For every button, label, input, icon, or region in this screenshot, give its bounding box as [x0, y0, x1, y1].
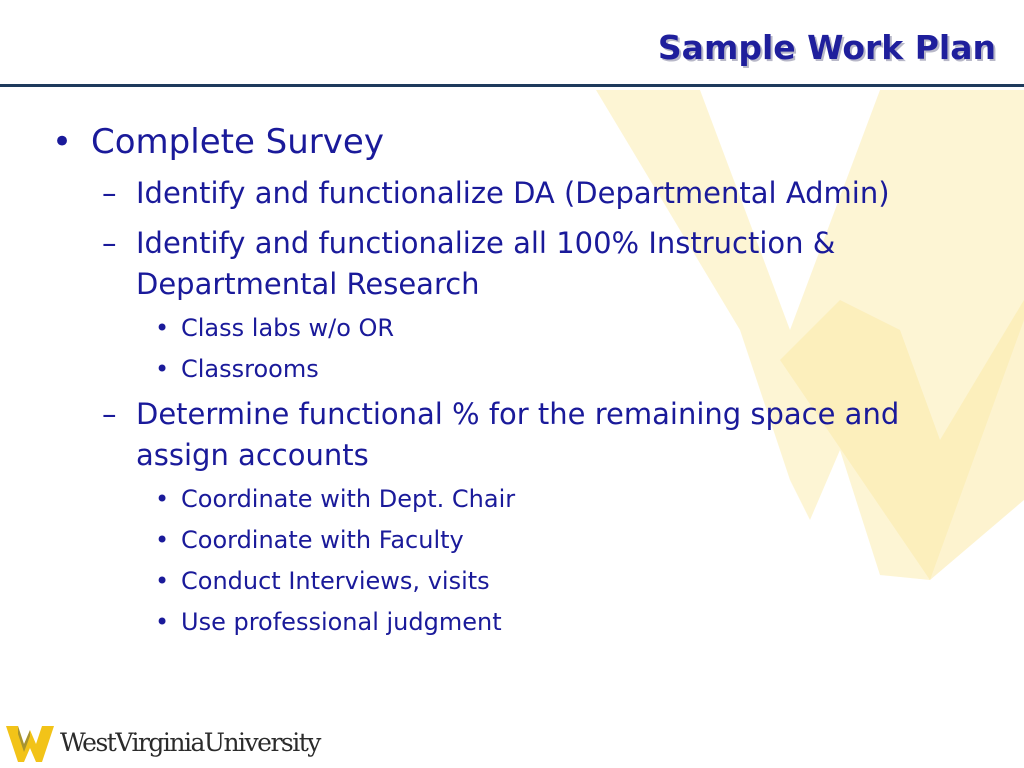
bullet-identify-instruction-cont: Departmental Research [136, 267, 480, 301]
sub-bullet-marker: • [155, 355, 170, 383]
bullet-classrooms: Classrooms [181, 355, 319, 383]
bullet-professional-judgment: Use professional judgment [181, 608, 502, 636]
sub-bullet-marker: • [155, 608, 170, 636]
sub-bullet-marker: • [155, 567, 170, 595]
sub-bullet-marker: • [155, 485, 170, 513]
wvu-logo [6, 716, 320, 768]
flying-wv-icon [6, 722, 54, 766]
bullet-complete-survey: Complete Survey [91, 122, 384, 162]
bullet-determine-functional: Determine functional % for the remaining space and [136, 397, 900, 431]
dash-marker: – [102, 397, 117, 431]
bullet-identify-instruction: Identify and functionalize all 100% Instruction & [136, 226, 836, 260]
bullet-coordinate-chair: Coordinate with Dept. Chair [181, 485, 516, 513]
sub-bullet-marker: • [155, 526, 170, 554]
bullet-conduct-interviews: Conduct Interviews, visits [181, 567, 490, 595]
bullet-identify-da: Identify and functionalize DA (Departmental Admin) [136, 176, 890, 210]
bullet-marker: • [52, 122, 73, 162]
dash-marker: – [102, 176, 117, 210]
dash-marker: – [102, 226, 117, 260]
bullet-coordinate-faculty: Coordinate with Faculty [181, 526, 464, 554]
sub-bullet-marker: • [155, 314, 170, 342]
bullet-class-labs: Class labs w/o OR [181, 314, 395, 342]
slide-title: Sample Work Plan [657, 28, 996, 67]
university-name: WestVirginiaUniversity [60, 728, 320, 757]
bullet-determine-functional-cont: assign accounts [136, 438, 369, 472]
